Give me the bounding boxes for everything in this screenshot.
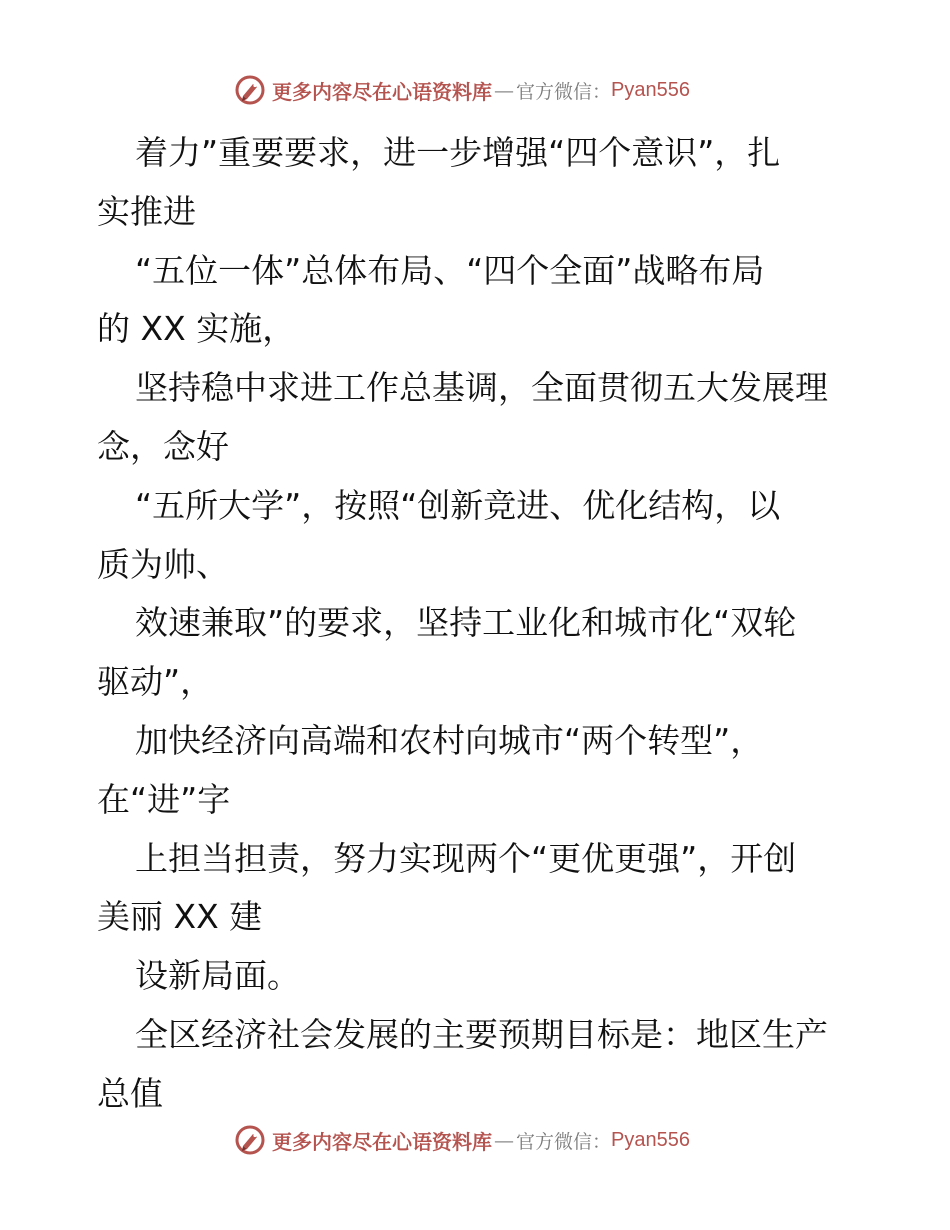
- text-line: 总值: [97, 1073, 163, 1113]
- text-line: “五所大学”，按照“创新竞进、优化结构，以: [135, 485, 781, 525]
- text-line: 驱动”，: [97, 662, 214, 702]
- text-line: “五位一体”总体布局、“四个全面”战略布局: [135, 250, 765, 290]
- header-wechat-id: Pyan556: [611, 78, 690, 101]
- footer-banner-text: 更多内容尽在心语资料库: [272, 1129, 492, 1154]
- text-line: 效速兼取”的要求，坚持工业化和城市化“双轮: [135, 603, 797, 643]
- document-body: [97, 124, 857, 1124]
- text-line: 坚持稳中求进工作总基调，全面贯彻五大发展理: [135, 368, 828, 408]
- text-line: 在“进”字: [97, 779, 231, 819]
- footer-banner: [234, 1122, 714, 1158]
- text-line: 实推进: [97, 191, 196, 231]
- text-line: 的 XX 实施，: [97, 309, 296, 349]
- footer-wechat-label: 官方微信：: [516, 1130, 612, 1153]
- header-banner-text: 更多内容尽在心语资料库: [272, 79, 492, 104]
- footer-wechat-id: Pyan556: [611, 1128, 690, 1151]
- text-line: 美丽 XX 建: [97, 897, 263, 937]
- header-banner: [234, 72, 714, 108]
- text-line: 加快经济向高端和农村向城市“两个转型”，: [135, 720, 764, 760]
- text-line: 着力”重要要求，进一步增强“四个意识”，扎: [135, 133, 781, 172]
- text-line: 质为帅、: [97, 544, 229, 584]
- footer-banner-dash: —: [494, 1128, 514, 1152]
- pen-nib-logo-icon: [234, 74, 266, 106]
- header-banner-dash: —: [494, 78, 514, 102]
- header-wechat-label: 官方微信：: [516, 80, 612, 103]
- text-line: 念，念好: [97, 426, 229, 466]
- text-line: 全区经济社会发展的主要预期目标是：地区生产: [135, 1014, 828, 1054]
- text-line: 上担当担责，努力实现两个“更优更强”，开创: [135, 838, 797, 878]
- text-line: 设新局面。: [135, 956, 300, 996]
- pen-nib-logo-icon: [234, 1124, 266, 1156]
